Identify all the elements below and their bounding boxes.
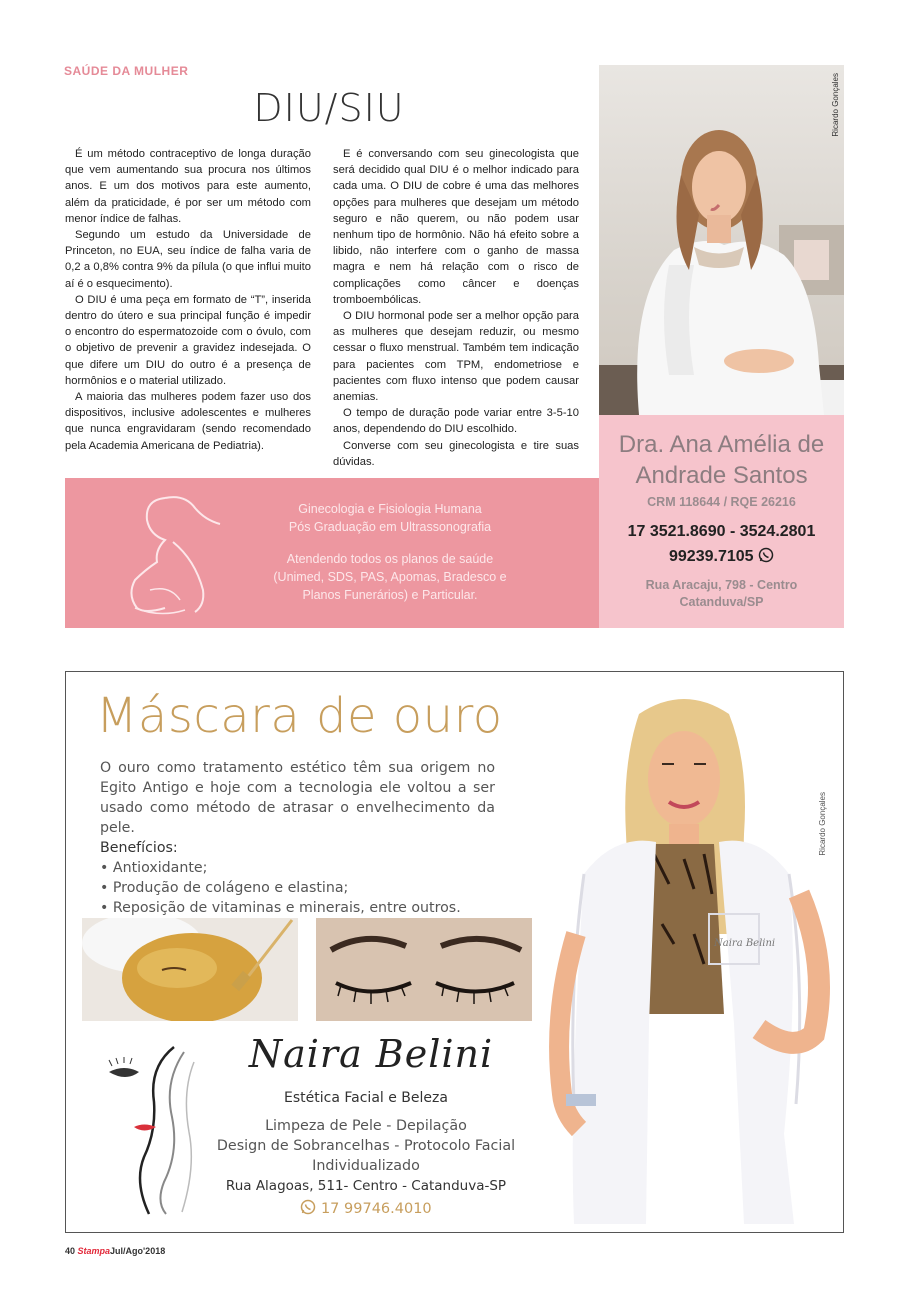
specialty-text [225,500,555,604]
whatsapp-icon [758,547,774,563]
brand-services [206,1116,526,1176]
doctor-address [599,577,844,611]
plans-1: Atendendo todos os planos de saúde [286,552,494,566]
magazine-name: Stampa [77,1246,111,1256]
doctor-address-line1: Rua Aracaju, 798 - Centro [645,578,798,592]
doctor-phone-2: 99239.7105 [669,548,754,565]
doctor-phone-2-row [599,547,844,566]
article-column-1 [65,146,311,454]
benefit-item: • Antioxidante; [100,860,208,876]
specialty-band [65,478,599,628]
doctor-phone-1: 17 3521.8690 - 3524.2801 [627,523,816,540]
benefits-list [100,858,495,918]
specialty-1: Ginecologia e Fisiologia Humana [298,502,482,516]
services-line-1: Limpeza de Pele - Depilação [265,1118,467,1134]
paragraph: É um método contraceptivo de longa duração que vem aumentando sua procura nos últimos anos. E um dos motivos para este aumento, além da praticidade, é por ser um método com menor índice de falhas. [65,148,311,225]
brand-subtitle: Estética Facial e Beleza [284,1090,448,1106]
woman-silhouette-logo [125,490,225,618]
doctor-name-line2: Andrade Santos [635,462,808,489]
article-title: DIU/SIU [253,86,405,130]
ad-photo-credit: Ricardo Gonçales [818,792,827,856]
brand-name: Naira Belini [248,1032,494,1076]
services-line-2: Design de Sobrancelhas - Protocolo Facial [216,1138,516,1154]
paragraph: E é conversando com seu ginecologista que será decidido qual DIU é o melhor indicado para cada uma. O DIU de cobre é uma das melhores opções para mulheres que desejam um método seguro e não querem, ou não podem usar nenhum tipo de hormônio. Não há efeito sobre a libido, não interfere com o ganho de massa magra e nem há relação com o risco de complicações como câncer e doenças tromboembólicas. [333,148,579,306]
doctor-illustration [599,65,844,415]
photo-credit: Ricardo Gonçales [831,73,840,137]
doctor-name-line1: Dra. Ana Amélia de [618,431,825,458]
paragraph: O DIU é uma peça em formato de “T”, inserida dentro do útero e sua principal função é impedir o encontro do espermatozoide com o óvulo, com o objetivo de prevenir a gravidez indesejada. O que difere um DIU do outro é a presença de hormônios e o material utilizado. [65,293,311,387]
brand-address: Rua Alagoas, 511- Centro - Catanduva-SP [225,1178,507,1194]
beautician-photo [544,684,834,1233]
services-line-3: Individualizado [312,1158,420,1174]
plans-3: Planos Funerários) e Particular. [302,588,478,602]
eyelash-illustration [316,918,532,1021]
paragraph: O tempo de duração pode variar entre 3-5-10 anos, dependendo do DIU escolhido. [333,407,579,436]
page-number: 40 [65,1246,76,1256]
benefit-item: • Reposição de vitaminas e minerais, entre outros. [100,900,461,916]
paragraph: Segundo um estudo da Universidade de Princeton, no EUA, seu índice de falha varia de 0,2 a 0,8% contra 9% da pílula (o que influi muito aí é o esquecimento). [65,229,311,290]
section-label: SAÚDE DA MULHER [64,64,189,78]
doctor-phones [599,523,844,566]
gold-mask-illustration [82,918,298,1021]
eyelash-photo [316,918,532,1021]
doctor-crm: CRM 118644 / RQE 26216 [647,495,796,509]
ad-title: Máscara de ouro [96,688,503,744]
doctor-address-line2: Catanduva/SP [679,595,764,609]
whatsapp-icon [300,1199,316,1215]
page-footer [65,1246,165,1256]
benefits-title: Benefícios: [100,840,178,856]
article-column-2 [333,146,579,470]
brand-phone: 17 99746.4010 [320,1201,432,1217]
specialty-2: Pós Graduação em Ultrassonografia [288,520,492,534]
plans-2: (Unimed, SDS, PAS, Apomas, Bradesco e [273,570,507,584]
gold-mask-photo [82,918,298,1021]
doctor-card [599,415,844,628]
issue-date: Jul/Ago'2018 [110,1246,166,1256]
ad-intro: O ouro como tratamento estético têm sua origem no Egito Antigo e hoje com a tecnologia ele voltou a ser usado como método de atrasar o envelhecimento da pele. [100,760,495,836]
ad-body [100,758,495,918]
gold-mask-ad [65,671,844,1233]
doctor-name [599,429,844,491]
brand-phone-row [206,1199,526,1217]
face-lineart-logo [104,1042,214,1217]
uniform-logo-text: Naira Belini [714,938,776,949]
paragraph: Converse com seu ginecologista e tire suas dúvidas. [333,439,579,468]
benefit-item: • Produção de colágeno e elastina; [100,880,349,896]
paragraph: O DIU hormonal pode ser a melhor opção para as mulheres que desejam reduzir, ou mesmo cessar o fluxo menstrual. Também tem indicação para pacientes com TPM, endometriose e pacientes com fluxo intenso que podem causar anemias. [333,310,579,404]
doctor-photo [599,65,844,415]
paragraph: A maioria das mulheres podem fazer uso dos dispositivos, inclusive adolescentes e mulheres que nunca engravidaram (sendo recomendado pela Academia Americana de Pediatria). [65,391,311,452]
